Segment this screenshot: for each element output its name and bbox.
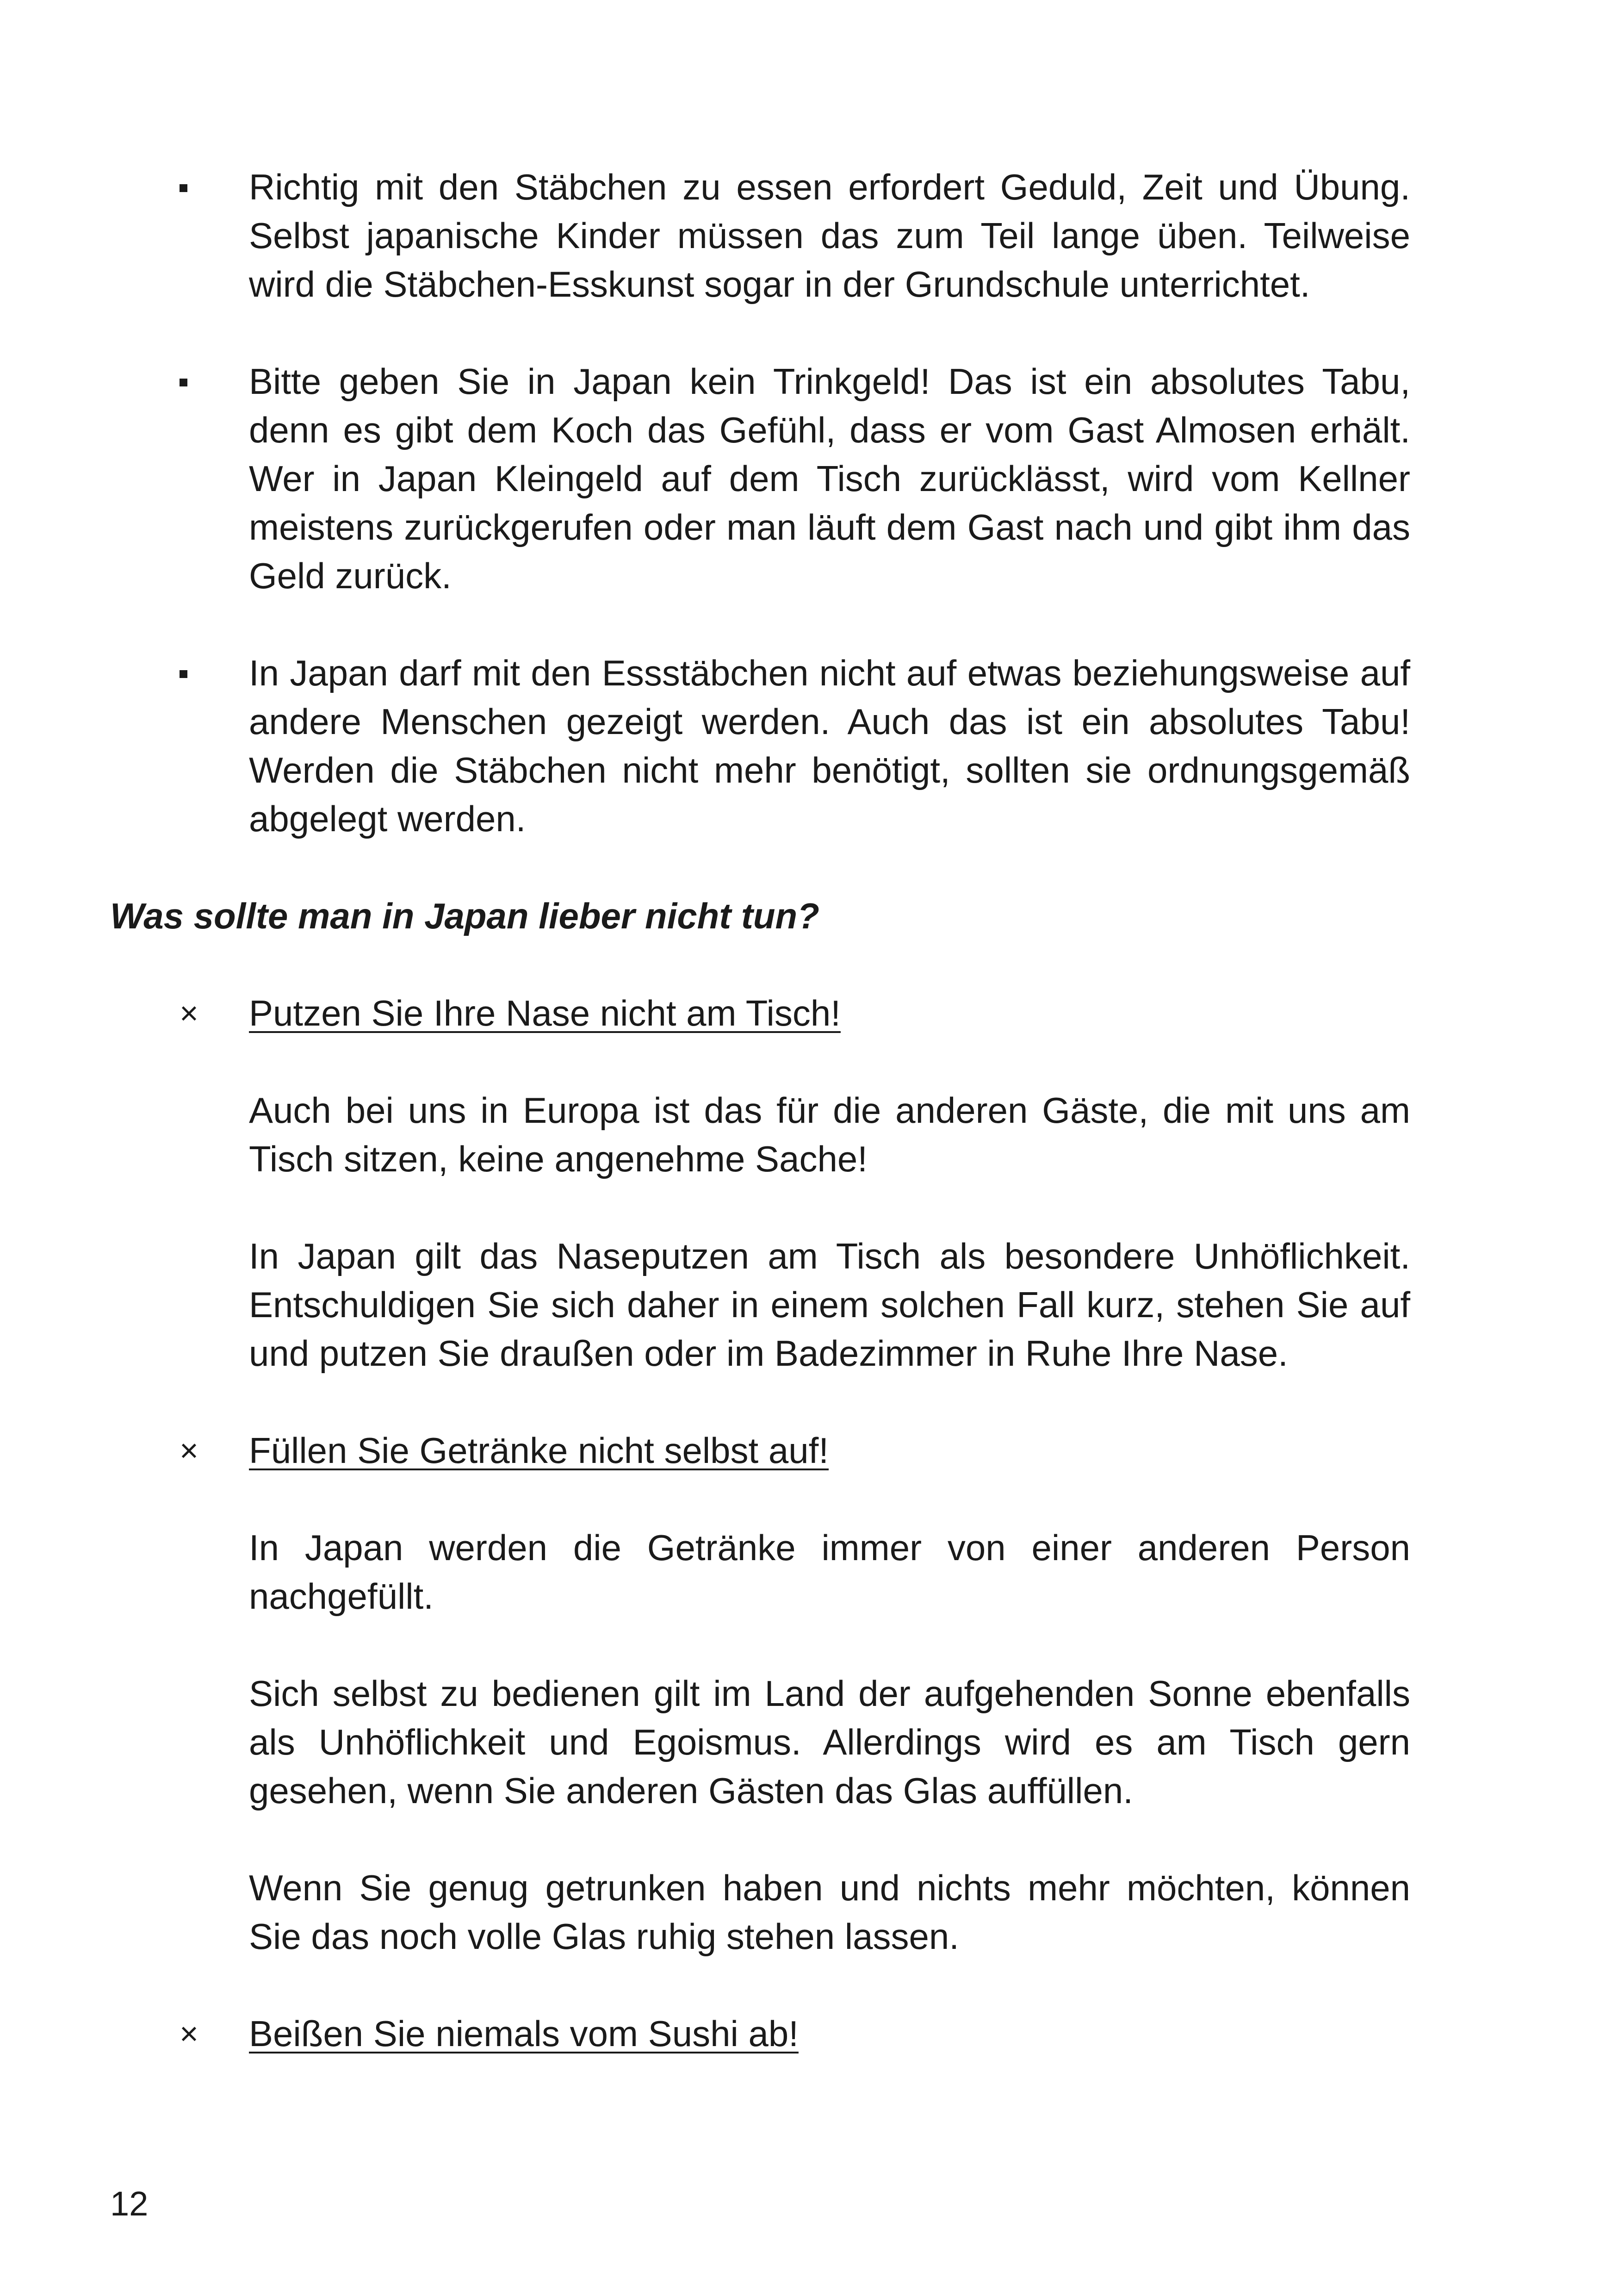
paragraph: In Japan gilt das Naseputzen am Tisch als besondere Unhöflichkeit. Entschuldigen Sie sich daher in einem solchen Fall kurz, stehen Sie auf und putzen Sie draußen oder im Badezimmer in Ruhe Ihre Nase. [249,1236,1410,1374]
paragraph: Sich selbst zu bedienen gilt im Land der aufgehenden Sonne ebenfalls als Unhöflichkeit und Egoismus. Allerdings wird es am Tisch gern gesehen, wenn Sie anderen Gästen das Glas auffüllen. [249,1673,1410,1811]
page-content [110,163,1410,2107]
bullet-item [110,649,1410,843]
paragraph: In Japan werden die Getränke immer von einer anderen Person nachgefüllt. [249,1527,1410,1617]
square-bullet-icon [180,184,187,192]
dont-item-title: Füllen Sie Getränke nicht selbst auf! [249,1430,829,1471]
bullet-text: Richtig mit den Stäbchen zu essen erfordert Geduld, Zeit und Übung. Selbst japanische Kinder müssen das zum Teil lange üben. Teilweise wird die Stäbchen-Esskunst sogar in der Grundschule unterrichtet. [249,167,1410,305]
bullet-text: In Japan darf mit den Essstäbchen nicht auf etwas beziehungsweise auf andere Menschen gezeigt werden. Auch das ist ein absolutes Tabu! Werden die Stäbchen nicht mehr benötigt, sollten sie ordnungsgemäß abgelegt werden. [249,653,1410,839]
dont-item [110,989,1410,1038]
dont-item [110,1426,1410,1475]
bullet-text: Bitte geben Sie in Japan kein Trinkgeld! Das ist ein absolutes Tabu, denn es gibt dem Koch das Gefühl, dass er vom Gast Almosen erhält. Wer in Japan Kleingeld auf dem Tisch zurücklässt, wird vom Kellner meistens zurückgerufen oder man läuft dem Gast nach und gibt ihm das Geld zurück. [249,361,1410,596]
square-bullet-icon [180,670,187,678]
page-number: 12 [110,2184,149,2223]
dont-item-title: Putzen Sie Ihre Nase nicht am Tisch! [249,993,841,1033]
bullet-item [110,163,1410,309]
section-heading: Was sollte man in Japan lieber nicht tun? [110,896,819,936]
dont-item-title: Beißen Sie niemals vom Sushi ab! [249,2013,799,2054]
dont-item [110,2010,1410,2058]
paragraph: Wenn Sie genug getrunken haben und nichts mehr möchten, können Sie das noch volle Glas ruhig stehen lassen. [249,1867,1410,1957]
cross-icon: × [180,995,198,1031]
square-bullet-icon [180,379,187,386]
cross-icon: × [180,2016,198,2052]
paragraph: Auch bei uns in Europa ist das für die anderen Gäste, die mit uns am Tisch sitzen, keine angenehme Sache! [249,1090,1410,1179]
cross-icon: × [180,1432,198,1468]
bullet-item [110,357,1410,600]
